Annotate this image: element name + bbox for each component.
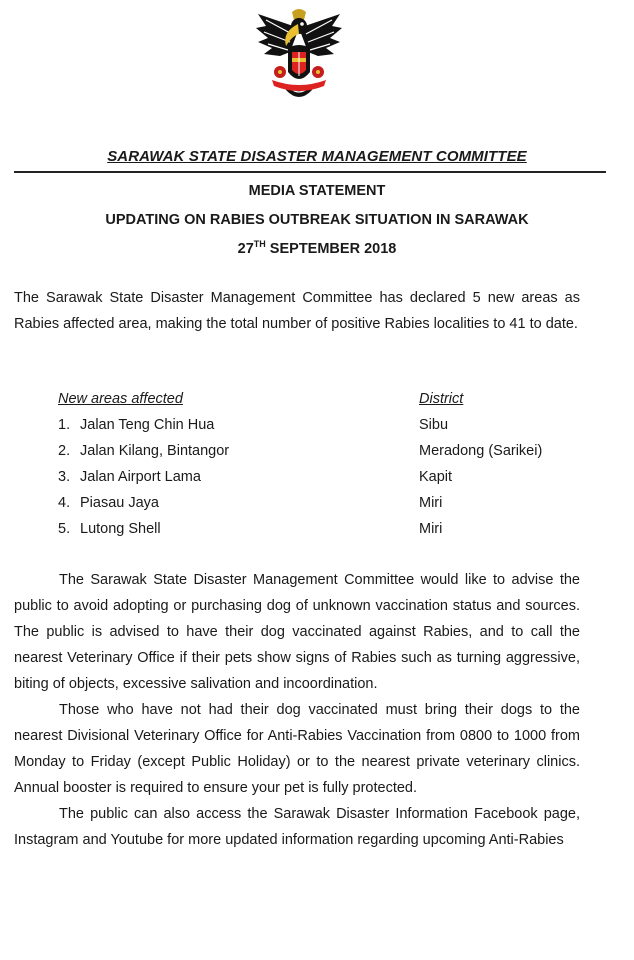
header-divider bbox=[14, 171, 606, 173]
row-number: 1. bbox=[58, 417, 71, 433]
row-area: Jalan Kilang, Bintangor bbox=[80, 443, 230, 459]
table-row bbox=[0, 490, 634, 516]
row-number: 5. bbox=[58, 521, 71, 537]
vaccination-paragraph: Those who have not had their dog vaccinated must bring their dogs to the nearest Divisional Veterinary Office for Anti-Rabies Vaccination from 0800 to 1000 from Monday to Friday (except Public Holiday) or to the nearest private veterinary clinics. Annual booster is required to ensure your pet is fully protected. bbox=[14, 702, 580, 796]
row-district: Miri bbox=[419, 521, 443, 537]
date-month-year: SEPTEMBER 2018 bbox=[265, 241, 397, 257]
intro-paragraph: The Sarawak State Disaster Management Committee has declared 5 new areas as Rabies affected area, making the total number of positive Rabies localities to 41 to date. bbox=[14, 290, 580, 332]
statement-type: MEDIA STATEMENT bbox=[248, 183, 386, 199]
sarawak-hornbill-crest-icon bbox=[252, 6, 346, 106]
row-number: 2. bbox=[58, 443, 71, 459]
committee-name: SARAWAK STATE DISASTER MANAGEMENT COMMITTEE bbox=[107, 148, 527, 165]
information-paragraph: The public can also access the Sarawak Disaster Information Facebook page, Instagram and Youtube for more updated information regarding upcoming Anti-Rabies bbox=[14, 806, 580, 848]
row-district: Sibu bbox=[419, 417, 449, 433]
statement-subject: UPDATING ON RABIES OUTBREAK SITUATION IN SARAWAK bbox=[105, 212, 529, 228]
col-area-header: New areas affected bbox=[58, 391, 183, 407]
row-district: Kapit bbox=[419, 469, 453, 485]
table-row bbox=[0, 516, 634, 542]
row-district: Meradong (Sarikei) bbox=[419, 443, 543, 459]
table-row bbox=[0, 464, 634, 490]
table-row bbox=[0, 412, 634, 438]
advice-paragraph: The Sarawak State Disaster Management Committee would like to advise the public to avoid adopting or purchasing dog of unknown vaccination status and sources. The public is advised to have their dog vaccinated against Rabies, and to call the nearest Veterinary Office if their pets show signs of Rabies such as turning aggressive, biting of objects, excessive salivation and incoordination. bbox=[14, 572, 580, 692]
row-number: 3. bbox=[58, 469, 71, 485]
table-row bbox=[0, 438, 634, 464]
row-area: Jalan Airport Lama bbox=[80, 469, 201, 485]
table-header bbox=[0, 386, 634, 412]
date-suffix: TH bbox=[253, 239, 266, 249]
row-district: Miri bbox=[419, 495, 443, 511]
row-area: Jalan Teng Chin Hua bbox=[80, 417, 215, 433]
col-district-header: District bbox=[419, 391, 464, 407]
row-number: 4. bbox=[58, 495, 71, 511]
row-area: Lutong Shell bbox=[80, 521, 161, 537]
date-day: 27 bbox=[237, 241, 254, 257]
row-area: Piasau Jaya bbox=[80, 495, 159, 511]
statement-date bbox=[0, 241, 634, 257]
